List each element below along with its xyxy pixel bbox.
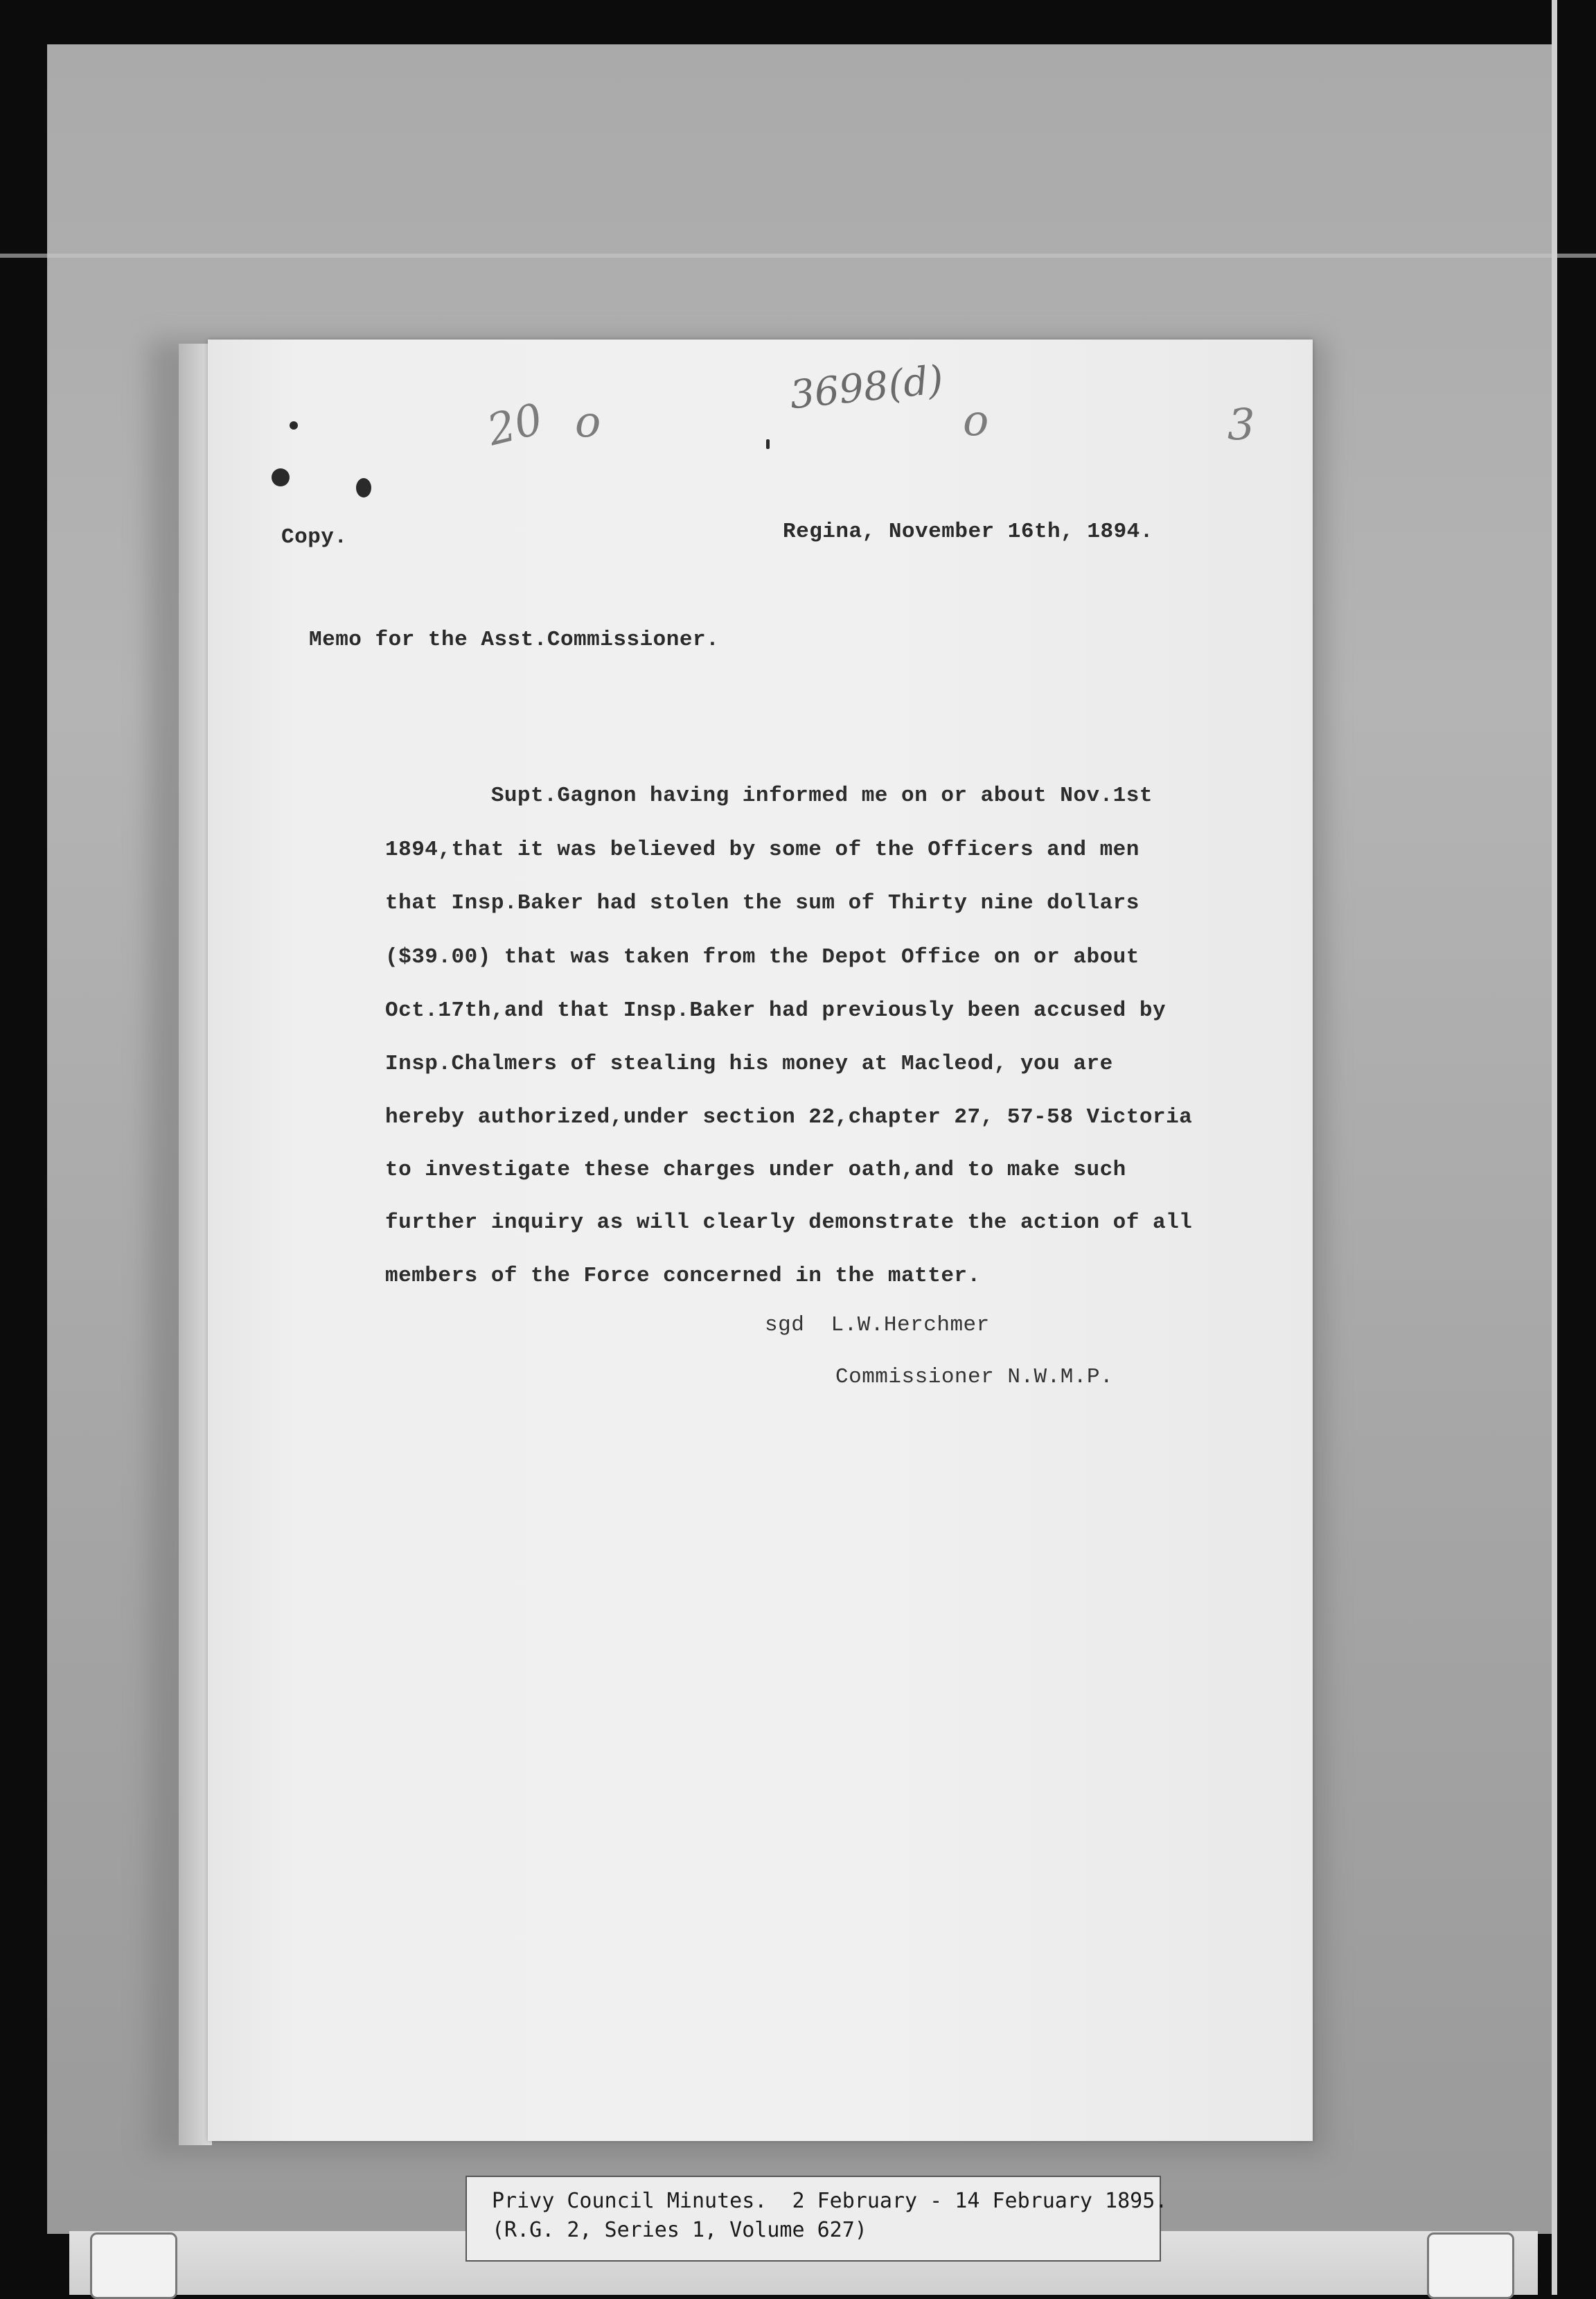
signatory-title: Commissioner N.W.M.P. — [835, 1365, 1114, 1389]
handwritten-page-number: 3 — [1227, 399, 1255, 450]
memo-heading: Memo for the Asst.Commissioner. — [309, 628, 720, 652]
date-line: Regina, November 16th, 1894. — [783, 520, 1153, 544]
handwritten-mark-20: 20 — [482, 393, 548, 456]
handwritten-mark-o-right: o — [963, 395, 989, 446]
signature-line: sgd L.W.Herchmer — [765, 1313, 990, 1337]
body-line: Oct.17th,and that Insp.Baker had previously been accused by — [385, 998, 1167, 1023]
film-scratch-line — [0, 254, 1596, 258]
punch-hole-mark — [356, 478, 371, 497]
archive-caption — [466, 2176, 1168, 2262]
film-slot-left — [90, 2232, 177, 2299]
copy-label: Copy. — [281, 525, 348, 549]
paper-curled-edge — [179, 344, 212, 2145]
body-line: Supt.Gagnon having informed me on or about Nov.1st — [385, 784, 1153, 808]
body-line: further inquiry as will clearly demonstrate the action of all — [385, 1210, 1193, 1235]
ink-tick — [766, 439, 770, 449]
punch-hole-mark — [272, 468, 290, 486]
caption-title: Privy Council Minutes. 2 February - 14 February 1895. — [492, 2189, 1168, 2213]
caption-reference: (R.G. 2, Series 1, Volume 627) — [492, 2218, 867, 2242]
body-line: ($39.00) that was taken from the Depot Office on or about — [385, 945, 1140, 969]
body-line: 1894,that it was believed by some of the Officers and men — [385, 838, 1140, 862]
body-line: to investigate these charges under oath,and to make such — [385, 1158, 1126, 1182]
handwritten-mark-o-left: o — [575, 396, 601, 447]
handwritten-reference-number: 3698(d) — [788, 357, 946, 419]
document-page — [208, 340, 1313, 2141]
body-line: hereby authorized,under section 22,chapter 27, 57-58 Victoria — [385, 1105, 1193, 1129]
body-line: members of the Force concerned in the matter. — [385, 1264, 981, 1288]
film-edge-strip — [1552, 0, 1557, 2295]
film-slot-right — [1427, 2232, 1514, 2299]
body-line: that Insp.Baker had stolen the sum of Thirty nine dollars — [385, 891, 1140, 915]
body-line: Insp.Chalmers of stealing his money at Macleod, you are — [385, 1052, 1113, 1076]
ink-dot — [290, 421, 298, 430]
